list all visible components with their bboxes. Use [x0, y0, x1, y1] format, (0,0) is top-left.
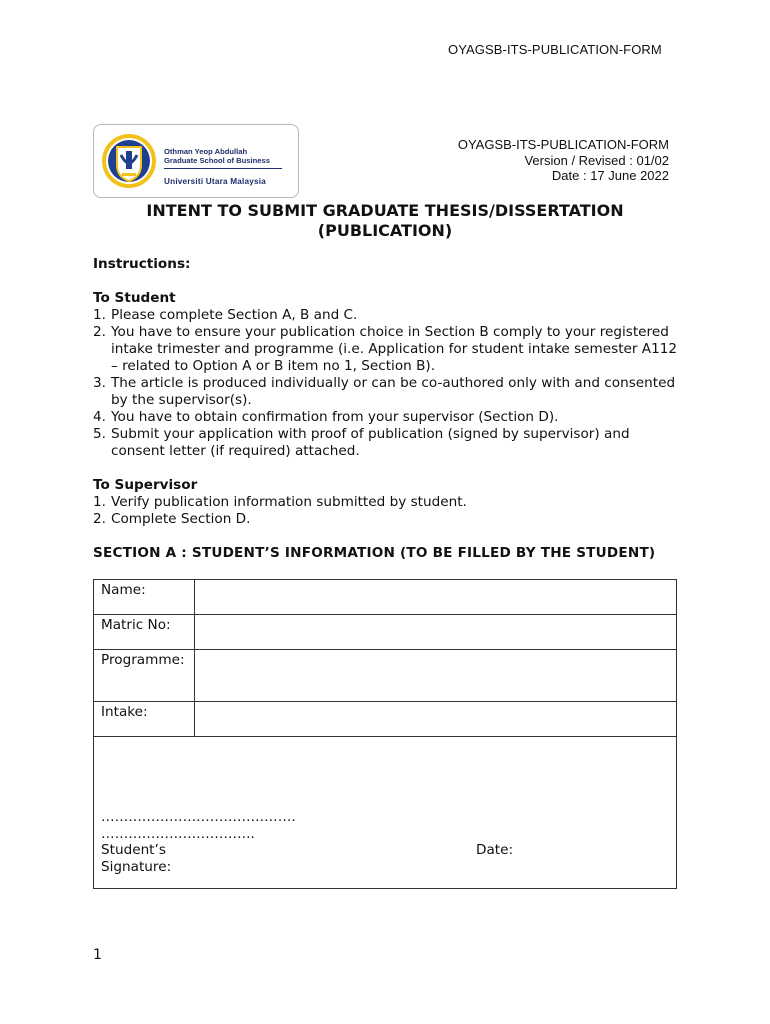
programme-label: Programme:	[94, 650, 195, 702]
list-item: 1. Please complete Section A, B and C.	[93, 307, 358, 323]
signature-area[interactable]	[94, 737, 677, 889]
matric-field[interactable]	[195, 615, 677, 650]
crest-icon	[100, 131, 158, 191]
student-signature-label: Student’s Signature:	[101, 842, 172, 875]
matric-label: Matric No:	[94, 615, 195, 650]
list-item: 5. Submit your application with proof of publication (signed by supervisor) and consent letter (if required) attached.	[93, 426, 630, 459]
list-item: 2. You have to ensure your publication choice in Section B comply to your registered intake trimester and programme (i.e. Application for student intake semester A112 – related to Option A or B item no 1, Section B).	[93, 324, 678, 374]
document-meta	[458, 137, 669, 184]
date-label: Date:	[476, 842, 514, 858]
to-student-heading: To Student	[93, 290, 176, 306]
list-item: 1. Verify publication information submitted by student.	[93, 494, 467, 510]
logo-text-school: Othman Yeop Abdullah	[164, 147, 248, 156]
page-number: 1	[93, 947, 102, 963]
title-line-1: INTENT TO SUBMIT GRADUATE THESIS/DISSERTATION	[146, 201, 624, 220]
intake-field[interactable]	[195, 702, 677, 737]
signature-line-2: …………………………….	[101, 826, 255, 842]
running-header: OYAGSB-ITS-PUBLICATION-FORM	[448, 42, 662, 57]
name-field[interactable]	[195, 580, 677, 615]
to-supervisor-heading: To Supervisor	[93, 477, 198, 493]
logo-text-graduate: Graduate School of Business	[164, 156, 270, 165]
signature-line: …………………………………….	[101, 809, 296, 825]
name-label: Name:	[94, 580, 195, 615]
list-item: 3. The article is produced individually or can be co-authored only with and consented by the supervisor(s).	[93, 375, 676, 408]
form-date: Date : 17 June 2022	[551, 168, 669, 183]
programme-field[interactable]	[195, 650, 677, 702]
logo-divider	[164, 168, 282, 169]
instructions-heading: Instructions:	[93, 256, 191, 272]
list-item: 4. You have to obtain confirmation from your supervisor (Section D).	[93, 409, 559, 425]
form-code: OYAGSB-ITS-PUBLICATION-FORM	[457, 137, 669, 152]
logo-text-university: Universiti Utara Malaysia	[164, 177, 266, 186]
student-instructions	[93, 290, 683, 460]
section-a-heading: SECTION A : STUDENT’S INFORMATION (TO BE FILLED BY THE STUDENT)	[93, 545, 656, 561]
form-version: Version / Revised : 01/02	[524, 152, 669, 168]
document-title	[93, 201, 677, 241]
title-line-2: (PUBLICATION)	[317, 221, 453, 240]
supervisor-instructions	[93, 477, 683, 528]
intake-label: Intake:	[94, 702, 195, 737]
list-item: 2. Complete Section D.	[93, 511, 251, 527]
institution-logo	[93, 124, 299, 198]
student-info-table	[93, 579, 677, 889]
